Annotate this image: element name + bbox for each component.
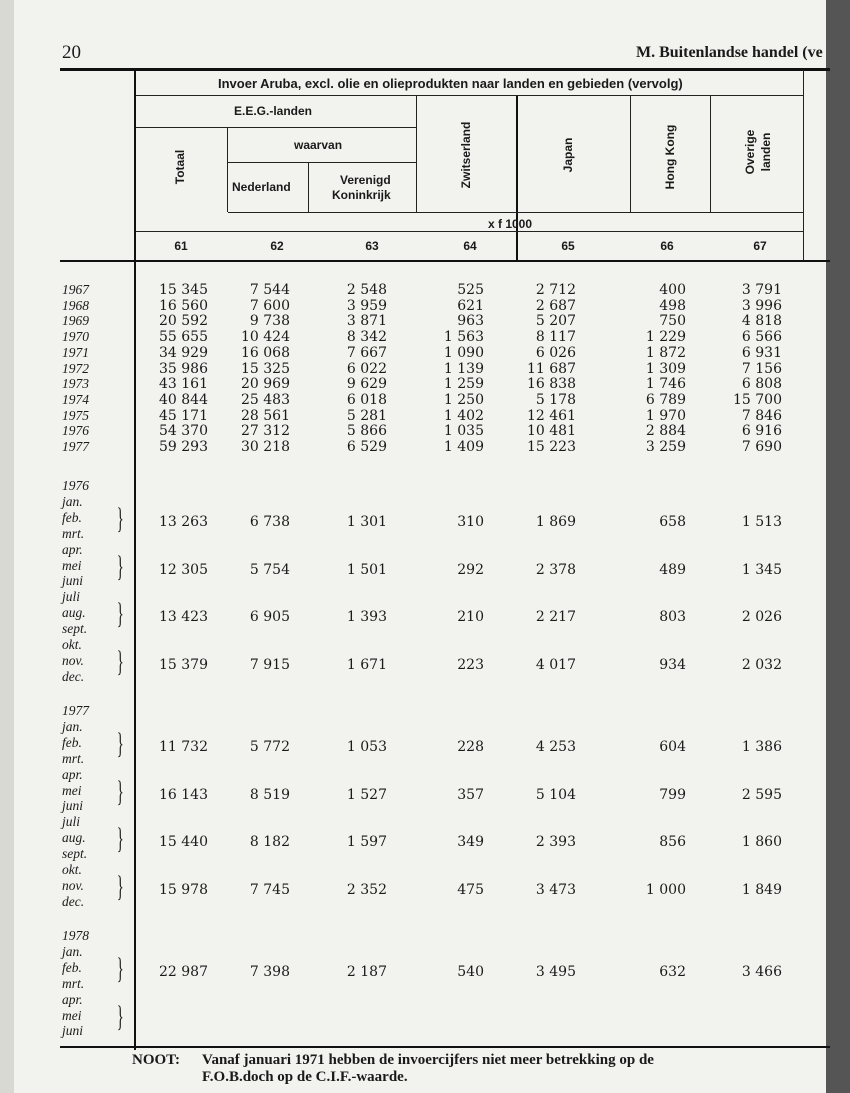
table-cell: 22 987 bbox=[159, 963, 208, 980]
month-label: mei bbox=[62, 1007, 82, 1023]
table-cell: 540 bbox=[457, 963, 484, 980]
bottom-rule bbox=[60, 1046, 830, 1048]
col-overige-heading-2: landen bbox=[759, 132, 773, 172]
table-cell: 6 931 bbox=[741, 344, 782, 361]
table-cell: 1 090 bbox=[443, 344, 484, 361]
quarter-brace: } bbox=[116, 869, 124, 903]
table-cell: 5 104 bbox=[535, 786, 576, 803]
table-cell: 210 bbox=[457, 609, 484, 626]
table-cell: 1 035 bbox=[443, 423, 484, 440]
year-label: 1969 bbox=[62, 313, 89, 329]
month-label: jan. bbox=[62, 493, 83, 509]
table-cell: 54 370 bbox=[159, 423, 208, 440]
table-cell: 6 529 bbox=[346, 439, 387, 455]
adjacent-page-edge bbox=[826, 0, 850, 1093]
table-cell: 7 846 bbox=[741, 407, 782, 424]
table-cell: 1 860 bbox=[741, 834, 782, 851]
table-cell: 2 187 bbox=[346, 963, 387, 980]
table-cell: 3 495 bbox=[535, 963, 576, 980]
table-cell: 12 305 bbox=[159, 561, 208, 578]
month-label: juli bbox=[62, 589, 81, 605]
table-cell: 2 393 bbox=[535, 834, 576, 851]
waarvan-rule bbox=[228, 162, 416, 163]
table-cell: 1 345 bbox=[741, 561, 782, 578]
table-cell: 7 156 bbox=[741, 360, 782, 377]
table-cell: 6 808 bbox=[741, 376, 782, 393]
col-verenigd-heading-2: Koninkrijk bbox=[332, 188, 391, 202]
month-label: sept. bbox=[62, 621, 88, 637]
month-label: feb. bbox=[62, 509, 82, 525]
colnum-top-rule bbox=[136, 231, 804, 232]
col-divider-6 bbox=[710, 96, 711, 212]
table-cell: 13 263 bbox=[159, 513, 208, 530]
table-cell: 1 746 bbox=[645, 376, 686, 393]
table-cell: 16 560 bbox=[159, 297, 208, 314]
title-rule bbox=[136, 95, 804, 96]
table-cell: 5 772 bbox=[249, 738, 290, 755]
table-cell: 475 bbox=[457, 881, 484, 898]
column-number: 67 bbox=[753, 239, 767, 253]
month-label: feb. bbox=[62, 959, 82, 975]
table-cell: 1 301 bbox=[346, 513, 387, 530]
table-cell: 6 905 bbox=[249, 609, 290, 626]
waarvan-heading: waarvan bbox=[294, 138, 343, 152]
table-cell: 8 519 bbox=[249, 786, 290, 803]
table-cell: 16 068 bbox=[241, 344, 290, 361]
month-label: jan. bbox=[62, 943, 83, 959]
page-number: 20 bbox=[62, 42, 81, 63]
month-label: dec. bbox=[62, 893, 85, 909]
table-cell: 803 bbox=[659, 609, 686, 626]
table-cell: 15 379 bbox=[159, 656, 208, 673]
table-cell: 27 312 bbox=[241, 423, 290, 440]
table-cell: 28 561 bbox=[241, 407, 290, 424]
quarter-brace: } bbox=[116, 644, 124, 678]
table-cell: 1 402 bbox=[443, 407, 484, 424]
table-cell: 20 592 bbox=[159, 313, 208, 330]
table-cell: 1 229 bbox=[645, 329, 686, 346]
table-cell: 621 bbox=[457, 297, 484, 314]
column-number: 61 bbox=[174, 239, 188, 253]
table-cell: 7 915 bbox=[249, 656, 290, 673]
table-cell: 15 223 bbox=[527, 439, 576, 455]
year-label: 1968 bbox=[62, 297, 89, 313]
year-label: 1974 bbox=[62, 391, 89, 407]
table-cell: 6 566 bbox=[741, 329, 782, 346]
table-cell: 2 352 bbox=[346, 881, 387, 898]
month-label: apr. bbox=[62, 541, 83, 557]
table-cell: 20 969 bbox=[241, 376, 290, 393]
table-cell: 1 513 bbox=[741, 513, 782, 530]
table-cell: 856 bbox=[659, 834, 686, 851]
table-cell: 489 bbox=[659, 561, 686, 578]
table-cell: 4 818 bbox=[741, 313, 782, 330]
table-cell: 2 032 bbox=[741, 656, 782, 673]
table-cell: 1 563 bbox=[443, 329, 484, 346]
table-cell: 6 026 bbox=[535, 344, 576, 361]
table-cell: 799 bbox=[659, 786, 686, 803]
month-label: okt. bbox=[62, 862, 82, 877]
month-label: juni bbox=[62, 1023, 84, 1039]
quarter-brace: } bbox=[116, 951, 124, 985]
year-label: 1977 bbox=[62, 439, 89, 454]
table-cell: 1 970 bbox=[645, 407, 686, 424]
table-cell: 2 712 bbox=[535, 282, 576, 298]
table-cell: 7 398 bbox=[249, 963, 290, 980]
month-label: nov. bbox=[62, 877, 84, 893]
note-line-2: F.O.B.doch op de C.I.F.-waarde. bbox=[202, 1069, 408, 1085]
col-divider-3 bbox=[416, 96, 417, 212]
table-cell: 13 423 bbox=[159, 609, 208, 626]
year-label: 1975 bbox=[62, 407, 89, 423]
col-divider-2 bbox=[308, 162, 309, 212]
table-cell: 3 791 bbox=[741, 282, 782, 298]
table-cell: 1 869 bbox=[535, 513, 576, 530]
eeg-heading: E.E.G.-landen bbox=[234, 104, 313, 118]
table-cell: 8 342 bbox=[346, 329, 387, 346]
table-cell: 25 483 bbox=[241, 391, 290, 408]
year-label: 1973 bbox=[62, 376, 89, 392]
col-totaal-heading: Totaal bbox=[173, 149, 187, 185]
table-cell: 9 738 bbox=[249, 313, 290, 330]
table-cell: 3 996 bbox=[741, 297, 782, 314]
table-cell: 498 bbox=[659, 297, 686, 314]
table-cell: 1 139 bbox=[443, 360, 484, 377]
table-cell: 292 bbox=[457, 561, 484, 578]
quarter-brace: } bbox=[116, 822, 124, 856]
quarter-brace: } bbox=[116, 774, 124, 808]
top-rule bbox=[60, 68, 830, 71]
table-cell: 15 345 bbox=[159, 282, 208, 298]
table-cell: 12 461 bbox=[527, 407, 576, 424]
table-cell: 2 378 bbox=[535, 561, 576, 578]
table-cell: 658 bbox=[659, 513, 686, 530]
table-cell: 35 986 bbox=[159, 360, 208, 377]
table-cell: 228 bbox=[457, 738, 484, 755]
quarter-brace: } bbox=[116, 501, 124, 535]
month-label: juli bbox=[62, 814, 81, 830]
note-line-1: Vanaf januari 1971 hebben de invoercijfers niet meer betrekking op de bbox=[202, 1052, 654, 1068]
table-cell: 1 000 bbox=[645, 881, 686, 898]
table-cell: 5 754 bbox=[249, 561, 290, 578]
month-label: mrt. bbox=[62, 525, 85, 541]
month-label: mei bbox=[62, 557, 82, 573]
table-cell: 59 293 bbox=[159, 439, 208, 455]
year-label: 1970 bbox=[62, 329, 89, 345]
table-cell: 1 386 bbox=[741, 738, 782, 755]
table-cell: 1 527 bbox=[346, 786, 387, 803]
table-cell: 525 bbox=[457, 282, 484, 298]
quarter-brace: } bbox=[116, 999, 124, 1033]
table-cell: 963 bbox=[457, 313, 484, 330]
table-cell: 1 259 bbox=[443, 376, 484, 393]
table-cell: 3 466 bbox=[741, 963, 782, 980]
table-cell: 2 687 bbox=[535, 297, 576, 314]
table-cell: 45 171 bbox=[159, 407, 208, 424]
page-binding-edge bbox=[0, 0, 14, 1093]
month-label: nov. bbox=[62, 652, 84, 668]
table-cell: 3 259 bbox=[645, 439, 686, 455]
month-label: apr. bbox=[62, 766, 83, 782]
unit-label: x f 1000 bbox=[488, 217, 533, 231]
table-cell: 15 700 bbox=[733, 391, 782, 408]
table-cell: 2 026 bbox=[741, 609, 782, 626]
table-cell: 3 871 bbox=[346, 313, 387, 330]
month-label: okt. bbox=[62, 637, 82, 652]
table-cell: 9 629 bbox=[346, 376, 387, 393]
table-cell: 10 481 bbox=[527, 423, 576, 440]
table-cell: 1 671 bbox=[346, 656, 387, 673]
table-cell: 6 022 bbox=[346, 360, 387, 377]
table-cell: 5 178 bbox=[535, 391, 576, 408]
block-year-label: 1976 bbox=[62, 478, 89, 493]
table-cell: 3 473 bbox=[535, 881, 576, 898]
table-cell: 43 161 bbox=[159, 376, 208, 393]
table-cell: 11 732 bbox=[159, 738, 208, 755]
table-cell: 11 687 bbox=[527, 360, 576, 377]
month-label: jan. bbox=[62, 718, 83, 734]
quarter-brace: } bbox=[116, 726, 124, 760]
table-cell: 349 bbox=[457, 834, 484, 851]
running-head: M. Buitenlandse handel (ve bbox=[636, 44, 823, 61]
table-cell: 2 595 bbox=[741, 786, 782, 803]
col-divider-1 bbox=[227, 128, 228, 212]
table-cell: 5 207 bbox=[535, 313, 576, 330]
table-cell: 632 bbox=[659, 963, 686, 980]
table-cell: 8 117 bbox=[535, 329, 576, 346]
table-cell: 1 309 bbox=[645, 360, 686, 377]
month-label: aug. bbox=[62, 830, 86, 846]
column-number: 63 bbox=[365, 239, 379, 253]
header-bottom-rule bbox=[228, 212, 804, 213]
year-label: 1967 bbox=[62, 282, 89, 297]
table-cell: 10 424 bbox=[241, 329, 290, 346]
year-label: 1972 bbox=[62, 360, 89, 376]
table-cell: 357 bbox=[457, 786, 484, 803]
table-cell: 2 548 bbox=[346, 282, 387, 298]
table-cell: 7 600 bbox=[249, 297, 290, 314]
month-label: mei bbox=[62, 782, 82, 798]
month-label: juni bbox=[62, 573, 84, 589]
column-number: 65 bbox=[561, 239, 575, 253]
table-cell: 223 bbox=[457, 656, 484, 673]
month-label: mrt. bbox=[62, 975, 85, 991]
table-cell: 7 690 bbox=[741, 439, 782, 455]
table-cell: 4 017 bbox=[535, 656, 576, 673]
table-cell: 5 866 bbox=[346, 423, 387, 440]
table-cell: 2 217 bbox=[535, 609, 576, 626]
table-cell: 5 281 bbox=[346, 407, 387, 424]
table-cell: 1 501 bbox=[346, 561, 387, 578]
block-year-label: 1978 bbox=[62, 928, 89, 943]
quarter-brace: } bbox=[116, 549, 124, 583]
table-title: Invoer Aruba, excl. olie en olieprodukten naar landen en gebieden (vervolg) bbox=[218, 76, 683, 91]
table-cell: 7 745 bbox=[249, 881, 290, 898]
table-cell: 310 bbox=[457, 513, 484, 530]
column-number: 66 bbox=[660, 239, 674, 253]
table-cell: 1 053 bbox=[346, 738, 387, 755]
table-cell: 6 916 bbox=[741, 423, 782, 440]
colnum-bottom-rule bbox=[60, 260, 830, 262]
table-cell: 34 929 bbox=[159, 344, 208, 361]
table-cell: 604 bbox=[659, 738, 686, 755]
year-label: 1971 bbox=[62, 344, 89, 360]
month-label: aug. bbox=[62, 605, 86, 621]
table-cell: 30 218 bbox=[241, 439, 290, 455]
table-cell: 1 597 bbox=[346, 834, 387, 851]
table-cell: 400 bbox=[659, 282, 686, 298]
table-cell: 15 978 bbox=[159, 881, 208, 898]
stub-divider bbox=[134, 70, 136, 1050]
col-verenigd-heading-1: Verenigd bbox=[340, 173, 391, 187]
col-nederland-heading: Nederland bbox=[232, 180, 291, 194]
month-label: feb. bbox=[62, 734, 82, 750]
table-cell: 6 738 bbox=[249, 513, 290, 530]
table-cell: 934 bbox=[659, 656, 686, 673]
quarter-brace: } bbox=[116, 597, 124, 631]
table-cell: 7 667 bbox=[346, 344, 387, 361]
table-cell: 16 143 bbox=[159, 786, 208, 803]
table-cell: 1 872 bbox=[645, 344, 686, 361]
column-number: 62 bbox=[270, 239, 284, 253]
table-cell: 55 655 bbox=[159, 329, 208, 346]
table-cell: 6 789 bbox=[645, 391, 686, 408]
table-cell: 4 253 bbox=[535, 738, 576, 755]
year-label: 1976 bbox=[62, 423, 89, 439]
col-zwitserland-heading: Zwitserland bbox=[459, 121, 473, 189]
table-cell: 750 bbox=[659, 313, 686, 330]
col-overige-heading-1: Overige bbox=[743, 129, 757, 175]
note-label: NOOT: bbox=[132, 1052, 181, 1068]
block-year-label: 1977 bbox=[62, 703, 89, 718]
col-japan-heading: Japan bbox=[561, 137, 575, 173]
month-label: apr. bbox=[62, 991, 83, 1007]
table-cell: 1 849 bbox=[741, 881, 782, 898]
table-cell: 3 959 bbox=[346, 297, 387, 314]
table-cell: 8 182 bbox=[249, 834, 290, 851]
table-cell: 1 393 bbox=[346, 609, 387, 626]
col-divider-4 bbox=[516, 96, 518, 260]
month-label: mrt. bbox=[62, 750, 85, 766]
col-divider-5 bbox=[630, 96, 631, 212]
table-cell: 2 884 bbox=[645, 423, 686, 440]
table-cell: 15 440 bbox=[159, 834, 208, 851]
table-cell: 15 325 bbox=[241, 360, 290, 377]
table-cell: 1 409 bbox=[443, 439, 484, 455]
column-number: 64 bbox=[463, 239, 477, 253]
month-label: dec. bbox=[62, 668, 85, 684]
col-hongkong-heading: Hong Kong bbox=[663, 124, 677, 190]
table-cell: 1 250 bbox=[443, 391, 484, 408]
table-cell: 16 838 bbox=[527, 376, 576, 393]
month-label: juni bbox=[62, 798, 84, 814]
month-label: sept. bbox=[62, 846, 88, 862]
table-cell: 40 844 bbox=[159, 391, 208, 408]
eeg-rule bbox=[136, 127, 416, 128]
table-cell: 7 544 bbox=[249, 282, 290, 298]
table-cell: 6 018 bbox=[346, 391, 387, 408]
